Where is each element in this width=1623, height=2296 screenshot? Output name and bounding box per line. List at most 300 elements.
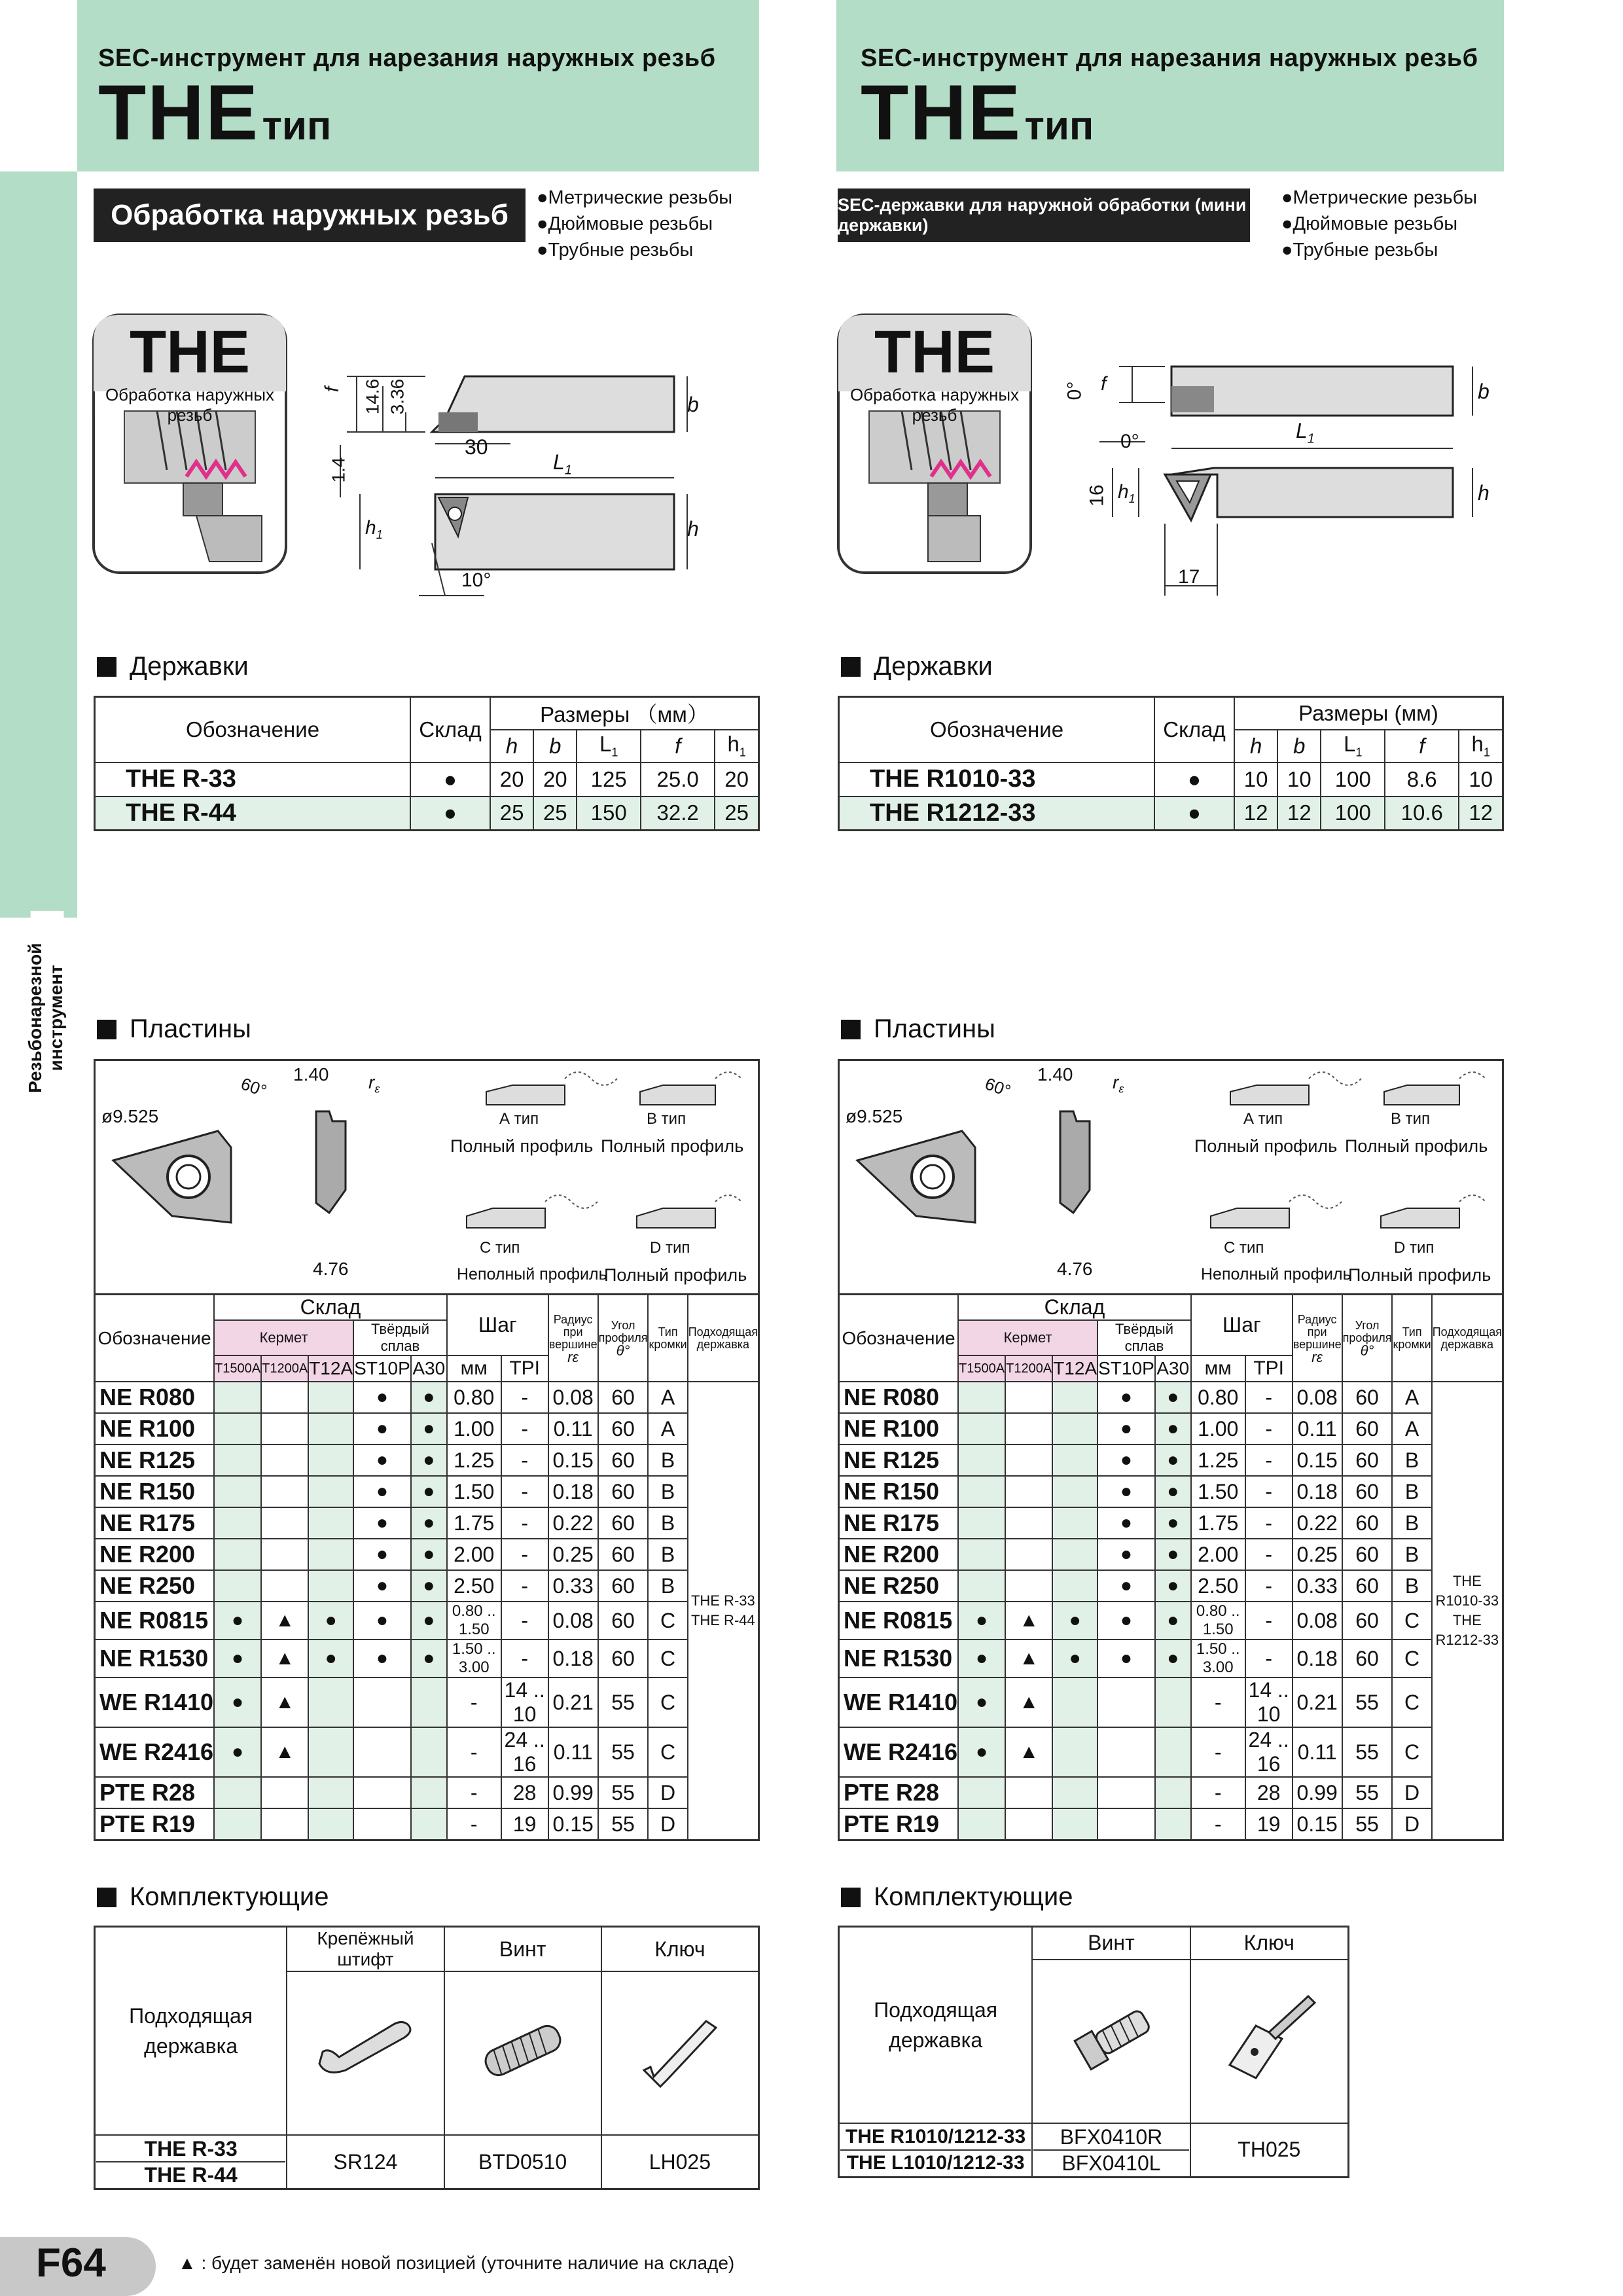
type-b-label: Полный профиль xyxy=(1345,1136,1488,1156)
cell-pitch-mm: 1.50 xyxy=(447,1476,501,1507)
left-inserts-title xyxy=(97,1014,251,1044)
cell-radius: 0.11 xyxy=(1293,1727,1342,1777)
cell-edge-type: B xyxy=(1392,1507,1431,1539)
col-edge-type: Тип кромки xyxy=(1392,1295,1431,1382)
cell-pitch-mm: 1.00 xyxy=(1191,1413,1245,1444)
cell-tpi: - xyxy=(1245,1539,1293,1570)
cell-pitch-mm: 0.80 .. 1.50 xyxy=(447,1602,501,1640)
col-angle-label: Угол профиля xyxy=(1342,1319,1392,1344)
cell-pitch-mm: - xyxy=(1191,1777,1245,1808)
grade-availability xyxy=(1097,1727,1155,1777)
col-h: h xyxy=(1234,730,1277,762)
insert-name: WE R2416 xyxy=(95,1727,215,1777)
cell-edge-type: B xyxy=(1392,1539,1431,1570)
col-L1-letter: L xyxy=(599,732,612,757)
col-edge-type: Тип кромки xyxy=(648,1295,687,1382)
table-row xyxy=(839,1808,1503,1840)
cell-edge-type: C xyxy=(648,1727,687,1777)
grade-availability xyxy=(214,1413,261,1444)
cell-edge-type: C xyxy=(648,1640,687,1677)
insert-name: NE R100 xyxy=(95,1413,215,1444)
cell-pitch-mm: - xyxy=(447,1727,501,1777)
grade-availability xyxy=(1052,1727,1097,1777)
cell-tpi: - xyxy=(501,1444,548,1476)
grade-availability xyxy=(214,1808,261,1840)
left-accessories-title-text: Комплектующие xyxy=(130,1882,329,1911)
table-row xyxy=(95,1507,759,1539)
col-b: b xyxy=(1277,730,1321,762)
side-tab-letter: F xyxy=(26,897,67,971)
grade-availability xyxy=(308,1777,353,1808)
grade-availability xyxy=(214,1507,261,1539)
cell-angle: 60 xyxy=(1342,1413,1393,1444)
col-mm: мм xyxy=(1191,1355,1245,1382)
left-dim-h1 xyxy=(365,517,383,542)
side-band xyxy=(0,171,77,918)
col-designation: Обозначение xyxy=(95,697,411,762)
col-designation: Обозначение xyxy=(839,697,1155,762)
left-the-logo xyxy=(92,313,288,575)
table-row xyxy=(839,1382,1503,1413)
col-h1: $h_1$ xyxy=(715,730,758,762)
grade-availability xyxy=(1052,1777,1097,1808)
col-dimensions: Размеры （мм） xyxy=(490,697,759,730)
grade-availability xyxy=(261,1570,308,1602)
grade-availability xyxy=(958,1444,1005,1476)
grade-availability: ● xyxy=(1052,1640,1097,1677)
cell-angle: 55 xyxy=(598,1677,649,1727)
cell-radius: 0.22 xyxy=(548,1507,598,1539)
right-accessories-table xyxy=(838,1926,1349,2178)
cell-h1: 10 xyxy=(1459,762,1503,797)
grade-availability xyxy=(353,1727,411,1777)
grade-availability: ● xyxy=(1155,1570,1191,1602)
grade-availability xyxy=(1052,1507,1097,1539)
grade-availability xyxy=(1005,1476,1052,1507)
insert-name: NE R175 xyxy=(95,1507,215,1539)
table-row xyxy=(839,1444,1503,1476)
insert-dim-diameter: ø9.525 xyxy=(101,1106,159,1126)
left-dim-30: 30 xyxy=(465,435,488,459)
square-bullet-icon xyxy=(841,657,861,677)
table-row xyxy=(95,1727,759,1777)
grade-availability: ● xyxy=(1052,1602,1097,1640)
table-row xyxy=(95,1444,759,1476)
right-dim-h1-letter: h xyxy=(1118,481,1129,503)
cell-edge-type: D xyxy=(1392,1777,1431,1808)
table-row xyxy=(95,797,759,831)
type-d-name: D тип xyxy=(650,1239,690,1257)
col-mm: мм xyxy=(447,1355,501,1382)
grade-availability: ● xyxy=(353,1602,411,1640)
cell-tpi: - xyxy=(501,1507,548,1539)
cell-edge-type: C xyxy=(648,1602,687,1640)
screw-icon xyxy=(1052,1993,1170,2085)
cell-b: 10 xyxy=(1277,762,1321,797)
insert-dim-re-letter: r xyxy=(1113,1072,1119,1092)
insert-name: NE R125 xyxy=(839,1444,959,1476)
grade-availability: ● xyxy=(1155,1476,1191,1507)
grade-availability: ● xyxy=(353,1539,411,1570)
insert-name: PTE R28 xyxy=(839,1777,959,1808)
grade-availability: ● xyxy=(214,1727,261,1777)
right-dim-h1-sub: 1 xyxy=(1128,492,1135,505)
right-diagram-content xyxy=(838,1059,1500,1293)
cell-radius: 0.18 xyxy=(1293,1476,1342,1507)
insert-name: NE R100 xyxy=(839,1413,959,1444)
grade-availability xyxy=(1155,1777,1191,1808)
table-row xyxy=(839,762,1503,797)
cell-L1: 100 xyxy=(1321,762,1385,797)
col-L1: $L_1$ xyxy=(1321,730,1385,762)
grade-availability xyxy=(411,1677,447,1727)
cell-angle: 60 xyxy=(1342,1570,1393,1602)
col-tpi: TPI xyxy=(1245,1355,1293,1382)
col-radius-label: Радиус при вершине xyxy=(1293,1312,1342,1351)
cell-pitch-mm: 1.75 xyxy=(447,1507,501,1539)
cell-tpi: 19 xyxy=(501,1808,548,1840)
cell-f: 10.6 xyxy=(1385,797,1459,831)
col-angle xyxy=(598,1295,649,1382)
left-dim-h1-letter: h xyxy=(365,517,376,539)
table-row xyxy=(839,1727,1503,1777)
table-row xyxy=(839,797,1503,831)
cell-radius: 0.11 xyxy=(1293,1413,1342,1444)
cell-pitch-mm: 1.25 xyxy=(1191,1444,1245,1476)
type-b-name: В тип xyxy=(1391,1110,1431,1128)
left-inserts-table xyxy=(94,1293,760,1841)
left-title-small: тип xyxy=(262,103,332,149)
cell-tpi: - xyxy=(1245,1570,1293,1602)
grade-availability xyxy=(1052,1382,1097,1413)
cell-edge-type: B xyxy=(648,1570,687,1602)
cell-pitch-mm: 2.50 xyxy=(447,1570,501,1602)
cell-edge-type: B xyxy=(648,1444,687,1476)
grade-availability: ● xyxy=(1097,1444,1155,1476)
col-radius-sym: rε xyxy=(1311,1348,1323,1365)
grade-availability xyxy=(308,1507,353,1539)
right-dim-0deg-a: 0° xyxy=(1063,381,1086,401)
col-screw: Винт xyxy=(1032,1927,1190,1960)
square-bullet-icon xyxy=(841,1888,861,1907)
grade-availability xyxy=(308,1727,353,1777)
holder-name: THE R-44 xyxy=(95,797,411,831)
col-f: f xyxy=(1385,730,1459,762)
type-c-label: Неполный профиль xyxy=(1201,1265,1351,1283)
cell-pitch-mm: - xyxy=(1191,1727,1245,1777)
grade-availability: ● xyxy=(353,1413,411,1444)
cell-edge-type: A xyxy=(1392,1413,1431,1444)
grade-availability xyxy=(1005,1777,1052,1808)
grade-availability: ● xyxy=(958,1602,1005,1640)
insert-name: NE R175 xyxy=(839,1507,959,1539)
left-dim-b: b xyxy=(687,393,699,416)
cell-tpi: - xyxy=(501,1413,548,1444)
fit-holder-label: Подходящая державка xyxy=(839,1927,1033,2123)
grade-availability xyxy=(261,1808,308,1840)
grade-availability: ▲ xyxy=(261,1602,308,1640)
left-bullet-pipe: ●Трубные резьбы xyxy=(537,240,694,260)
cell-pitch-mm: 1.50 .. 3.00 xyxy=(1191,1640,1245,1677)
insert-dim-re-sub: ε xyxy=(374,1082,380,1096)
left-title-big: THE xyxy=(98,69,259,156)
grade-availability xyxy=(1097,1808,1155,1840)
insert-name: NE R1530 xyxy=(839,1640,959,1677)
col-screw: Винт xyxy=(444,1927,601,1972)
page-number: F64 xyxy=(36,2240,106,2286)
cell-angle: 55 xyxy=(1342,1808,1393,1840)
left-dim-1-4: 1.4 xyxy=(328,457,349,483)
right-dim-L1-sub: 1 xyxy=(1307,431,1315,446)
table-row xyxy=(839,1602,1503,1640)
right-header-subtitle: SEC-инструмент для нарезания наружных резьб xyxy=(861,45,1478,72)
cell-edge-type: B xyxy=(1392,1444,1431,1476)
insert-name: WE R1410 xyxy=(839,1677,959,1727)
cell-edge-type: B xyxy=(648,1507,687,1539)
grade-availability xyxy=(261,1539,308,1570)
cell-angle: 60 xyxy=(1342,1539,1393,1570)
col-grade-t12a: T12A xyxy=(1052,1355,1097,1382)
grade-availability xyxy=(308,1444,353,1476)
insert-name: PTE R19 xyxy=(95,1808,215,1840)
cell-tpi: - xyxy=(1245,1413,1293,1444)
fit-holders xyxy=(839,2123,1033,2178)
right-logo-subtitle: Обработка наружных резьб xyxy=(849,385,1020,425)
grade-availability: ● xyxy=(353,1444,411,1476)
cell-radius: 0.08 xyxy=(1293,1602,1342,1640)
insert-drawing-icon xyxy=(838,1059,1500,1293)
cell-angle: 55 xyxy=(598,1808,649,1840)
right-holder-drawing xyxy=(1060,353,1512,602)
type-c-name: С тип xyxy=(480,1239,520,1257)
left-header-title xyxy=(98,69,332,156)
grade-availability xyxy=(308,1476,353,1507)
right-dim-0deg-b: 0° xyxy=(1120,431,1139,452)
grade-availability xyxy=(1005,1570,1052,1602)
grade-availability xyxy=(1005,1507,1052,1539)
cell-edge-type: C xyxy=(1392,1602,1431,1640)
left-holder-drawing xyxy=(321,347,707,609)
right-dim-f: f xyxy=(1101,373,1107,395)
cell-pitch-mm: 1.50 .. 3.00 xyxy=(447,1640,501,1677)
cell-radius: 0.11 xyxy=(548,1413,598,1444)
cell-radius: 0.21 xyxy=(1293,1677,1342,1727)
insert-name: NE R150 xyxy=(839,1476,959,1507)
grade-availability xyxy=(411,1777,447,1808)
col-radius xyxy=(548,1295,598,1382)
cell-angle: 60 xyxy=(1342,1382,1393,1413)
cell-angle: 60 xyxy=(598,1640,649,1677)
fit-holder-item: THE L1010/1212-33 xyxy=(840,2149,1031,2176)
grade-availability: ● xyxy=(1155,1539,1191,1570)
grade-availability xyxy=(353,1677,411,1727)
left-inserts-title-text: Пластины xyxy=(130,1014,251,1043)
col-holder: Подходящая державка xyxy=(688,1295,759,1382)
cell-radius: 0.18 xyxy=(548,1476,598,1507)
type-a-name: А тип xyxy=(1243,1110,1283,1128)
cell-radius: 0.99 xyxy=(548,1777,598,1808)
left-holders-title-text: Державки xyxy=(130,652,249,681)
grade-availability: ● xyxy=(411,1539,447,1570)
cell-pitch-mm: 1.00 xyxy=(447,1413,501,1444)
grade-availability xyxy=(958,1507,1005,1539)
cell-pitch-mm: 0.80 xyxy=(1191,1382,1245,1413)
screw-code: BFX0410R xyxy=(1060,2125,1163,2149)
cell-angle: 55 xyxy=(598,1777,649,1808)
cell-edge-type: D xyxy=(648,1777,687,1808)
grade-availability: ● xyxy=(958,1727,1005,1777)
grade-availability xyxy=(1155,1677,1191,1727)
grade-availability: ● xyxy=(308,1640,353,1677)
grade-availability xyxy=(411,1808,447,1840)
cell-radius: 0.21 xyxy=(548,1677,598,1727)
col-grade-t1500a: T1500A xyxy=(214,1355,261,1382)
grade-availability xyxy=(1052,1476,1097,1507)
cell-edge-type: C xyxy=(1392,1640,1431,1677)
cell-tpi: - xyxy=(1245,1507,1293,1539)
right-header-title xyxy=(861,69,1094,156)
col-grade-st10p: ST10P xyxy=(353,1355,411,1382)
grade-availability: ● xyxy=(1155,1507,1191,1539)
cell-edge-type: B xyxy=(648,1476,687,1507)
table-row xyxy=(839,1570,1503,1602)
grade-availability: ● xyxy=(353,1640,411,1677)
col-dimensions: Размеры (мм) xyxy=(1234,697,1503,730)
key-picture xyxy=(601,1971,759,2135)
grade-availability: ● xyxy=(1097,1476,1155,1507)
cell-edge-type: B xyxy=(648,1539,687,1570)
right-dim-h: h xyxy=(1478,481,1489,505)
left-dim-h1-sub: 1 xyxy=(376,528,383,541)
cell-angle: 60 xyxy=(598,1444,649,1476)
col-pitch: Шаг xyxy=(447,1295,548,1356)
grade-availability xyxy=(353,1777,411,1808)
table-row xyxy=(839,1539,1503,1570)
cell-edge-type: B xyxy=(1392,1570,1431,1602)
col-grade-a30: A30 xyxy=(1155,1355,1191,1382)
insert-dim-476: 4.76 xyxy=(313,1259,349,1279)
fit-holder-label: Подходящая державка xyxy=(95,1927,287,2136)
cell-radius: 0.08 xyxy=(1293,1382,1342,1413)
cell-tpi: 19 xyxy=(1245,1808,1293,1840)
footer-note: ▲ : будет заменён новой позицией (уточните наличие на складе) xyxy=(178,2253,735,2273)
cell-pitch-mm: 0.80 xyxy=(447,1382,501,1413)
pin-icon xyxy=(306,2011,424,2090)
grade-availability: ● xyxy=(1097,1507,1155,1539)
stock-dot: ● xyxy=(1154,762,1234,797)
cell-edge-type: C xyxy=(648,1677,687,1727)
cell-edge-type: C xyxy=(1392,1677,1431,1727)
grade-availability xyxy=(1052,1539,1097,1570)
type-c-name: С тип xyxy=(1224,1239,1264,1257)
grade-availability: ● xyxy=(411,1444,447,1476)
cell-tpi: 14 .. 10 xyxy=(501,1677,548,1727)
cell-angle: 60 xyxy=(598,1570,649,1602)
insert-dim-re-letter: r xyxy=(368,1072,375,1092)
grade-availability xyxy=(958,1476,1005,1507)
right-dim-h1 xyxy=(1118,481,1135,506)
insert-dim-re-sub: ε xyxy=(1118,1082,1124,1096)
cell-angle: 55 xyxy=(598,1727,649,1777)
cell-tpi: 24 .. 16 xyxy=(501,1727,548,1777)
left-dim-f: f xyxy=(321,386,344,393)
grade-availability: ● xyxy=(958,1640,1005,1677)
grade-availability: ● xyxy=(214,1640,261,1677)
cell-tpi: - xyxy=(501,1602,548,1640)
square-bullet-icon xyxy=(97,657,116,677)
cell-angle: 60 xyxy=(1342,1444,1393,1476)
col-stock: Склад xyxy=(410,697,490,762)
cell-radius: 0.11 xyxy=(548,1727,598,1777)
grade-availability xyxy=(1052,1444,1097,1476)
grade-availability xyxy=(261,1413,308,1444)
holder-name: THE R1010-33 xyxy=(839,762,1155,797)
grade-availability xyxy=(261,1444,308,1476)
type-d-label: Полный профиль xyxy=(1348,1265,1491,1285)
right-title-small: тип xyxy=(1024,103,1094,149)
screw-picture xyxy=(444,1971,601,2135)
grade-availability xyxy=(214,1476,261,1507)
right-dim-16: 16 xyxy=(1086,484,1108,507)
hex-key-icon xyxy=(621,2005,739,2096)
col-stock: Склад xyxy=(214,1295,447,1321)
grade-availability: ● xyxy=(1155,1444,1191,1476)
table-row xyxy=(839,1640,1503,1677)
insert-name: NE R125 xyxy=(95,1444,215,1476)
cell-radius: 0.08 xyxy=(548,1602,598,1640)
insert-dim-60deg: 60° xyxy=(982,1073,1014,1101)
cell-h: 10 xyxy=(1234,762,1277,797)
type-d-name: D тип xyxy=(1394,1239,1435,1257)
grade-availability xyxy=(1005,1808,1052,1840)
table-row xyxy=(839,1413,1503,1444)
insert-name: NE R1530 xyxy=(95,1640,215,1677)
grade-availability: ● xyxy=(353,1476,411,1507)
screw-codes xyxy=(1032,2123,1190,2178)
side-tab-label-line2: инструмент xyxy=(46,965,66,1071)
table-row xyxy=(95,1539,759,1570)
cell-pitch-mm: - xyxy=(1191,1808,1245,1840)
insert-dim-re xyxy=(368,1072,380,1096)
right-dim-L1-letter: L xyxy=(1296,419,1308,442)
cell-tpi: - xyxy=(1245,1640,1293,1677)
grade-availability xyxy=(1005,1413,1052,1444)
grade-availability: ● xyxy=(411,1570,447,1602)
insert-name: PTE R28 xyxy=(95,1777,215,1808)
cell-tpi: - xyxy=(501,1382,548,1413)
grade-availability: ● xyxy=(411,1640,447,1677)
insert-dim-140: 1.40 xyxy=(293,1064,329,1085)
cell-tpi: - xyxy=(501,1640,548,1677)
cell-radius: 0.25 xyxy=(1293,1539,1342,1570)
cell-L1: 125 xyxy=(577,762,641,797)
insert-name: WE R2416 xyxy=(839,1727,959,1777)
table-row xyxy=(95,762,759,797)
table-row xyxy=(95,1476,759,1507)
grade-availability xyxy=(958,1382,1005,1413)
right-holders-title xyxy=(841,652,993,681)
type-b-name: В тип xyxy=(647,1110,687,1128)
grade-availability: ● xyxy=(1155,1602,1191,1640)
cell-pitch-mm: - xyxy=(447,1677,501,1727)
cell-edge-type: D xyxy=(1392,1808,1431,1840)
insert-name: NE R150 xyxy=(95,1476,215,1507)
fit-holder-item: THE R1010/1212-33 xyxy=(846,2125,1026,2147)
col-carbide: Твёрдый сплав xyxy=(353,1320,447,1355)
grade-availability xyxy=(214,1570,261,1602)
cell-b: 12 xyxy=(1277,797,1321,831)
grade-availability: ● xyxy=(1097,1413,1155,1444)
